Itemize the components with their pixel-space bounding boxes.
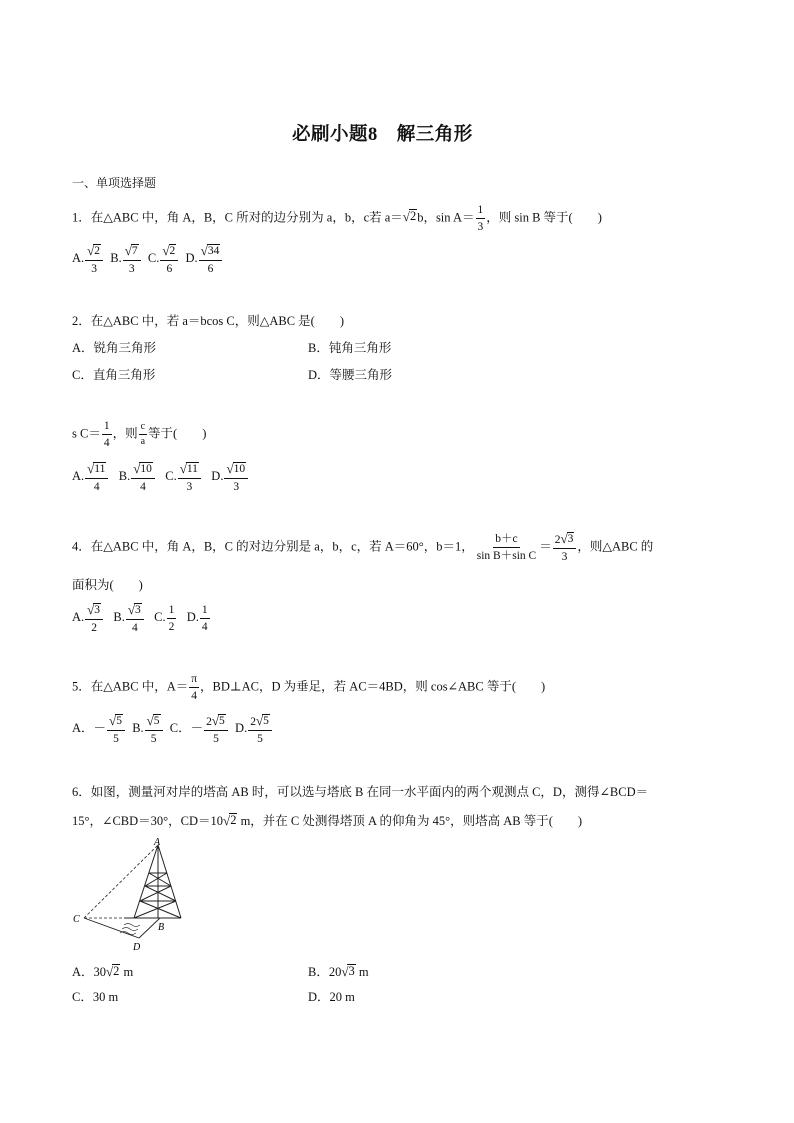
label-c: C bbox=[73, 914, 80, 925]
option-a[interactable]: A. √ 3 2 bbox=[72, 610, 104, 624]
option-d[interactable]: D．等腰三角形 bbox=[308, 368, 393, 382]
option-b[interactable]: B. √ 7 3 bbox=[110, 251, 141, 265]
option-a[interactable]: A．－ √ 5 5 bbox=[72, 721, 126, 735]
question-6-line1: 6．如图，测量河对岸的塔高 AB 时，可以选与塔底 B 在同一水平面内的两个观测点 C，D，测得∠BCD＝ bbox=[72, 785, 649, 799]
option-b[interactable]: B．20 √ 3 m bbox=[308, 964, 369, 980]
option-b[interactable]: B. √ 3 4 bbox=[113, 610, 144, 624]
option-d[interactable]: D. $\frac{1}{4}$ bbox=[186, 604, 208, 634]
question-3-options bbox=[72, 462, 249, 493]
page-title: 必刷小题8 解三角形 bbox=[292, 125, 473, 145]
option-a[interactable]: A. √ 11 4 bbox=[72, 469, 109, 483]
option-c[interactable]: C. $\frac{1}{2}$ bbox=[154, 604, 175, 634]
option-c[interactable]: C. √ 11 3 bbox=[165, 469, 202, 483]
line-db bbox=[139, 918, 160, 938]
option-d[interactable]: D．20 m bbox=[308, 990, 355, 1004]
option-c[interactable]: C．－ 2 √ 5 5 bbox=[170, 721, 229, 735]
line-cd bbox=[84, 918, 139, 938]
label-d: D bbox=[133, 942, 141, 953]
option-d[interactable]: D. 2 √ 5 5 bbox=[235, 721, 273, 735]
label-a: A bbox=[154, 838, 161, 848]
question-4-line2: 面积为( ) bbox=[72, 578, 143, 592]
fraction: $\frac{1}{3}$ bbox=[477, 204, 484, 234]
section-heading: 一、单项选择题 bbox=[72, 176, 157, 190]
option-c[interactable]: C．直角三角形 bbox=[72, 368, 156, 382]
question-5-stem: 5．在△ABC 中，A＝ $\frac{\pi}{4}$ ，BD⊥AC，D 为垂足，若 AC＝4BD，则 cos∠ABC 等于( ) bbox=[72, 673, 546, 703]
question-6-line2: 15°，∠CBD＝30°，CD＝10 √ 2 m，并在 C 处测得塔顶 A 的仰角为 45°，则塔高 AB 等于( ) bbox=[72, 813, 583, 829]
river-waves bbox=[120, 924, 140, 935]
option-b[interactable]: B．钝角三角形 bbox=[308, 341, 392, 355]
question-5-options bbox=[72, 714, 273, 745]
option-b[interactable]: B. √ 10 4 bbox=[119, 469, 156, 483]
sqrt-expr: √ 2 bbox=[402, 209, 417, 225]
question-2-stem: 2．在△ABC 中，若 a＝bcos C，则△ABC 是( ) bbox=[72, 314, 345, 328]
question-1-stem: 1．在△ABC 中，角 A，B，C 所对的边分别为 a，b，c若 a＝ √ 2 b，sin A＝ $\frac{1}{3}$ ，则 sin B 等于( ) bbox=[72, 204, 602, 234]
option-c[interactable]: C．30 m bbox=[72, 990, 119, 1004]
label-b: B bbox=[158, 922, 165, 933]
tower-figure bbox=[68, 838, 190, 954]
option-b[interactable]: B. √ 5 5 bbox=[132, 721, 163, 735]
option-a[interactable]: A．30 √ 2 m bbox=[72, 964, 134, 980]
sight-line bbox=[84, 845, 158, 918]
question-4-options bbox=[72, 603, 211, 634]
option-d[interactable]: D. √ 10 3 bbox=[211, 469, 249, 483]
tower bbox=[134, 845, 181, 918]
question-4-stem: 4．在△ABC 中，角 A，B，C 的对边分别是 a，b，c，若 A＝60°，b＝1， $\frac{b+c}{\text{sin B＋sin C}}$ ＝ 2 √ 3 3 ，则△ABC 的 bbox=[72, 531, 654, 564]
option-c[interactable]: C. √ 2 6 bbox=[148, 251, 179, 265]
option-a[interactable]: A. √ 2 3 bbox=[72, 251, 104, 265]
option-d[interactable]: D. √ 34 6 bbox=[186, 251, 224, 265]
question-1-options bbox=[72, 244, 223, 275]
option-a[interactable]: A．锐角三角形 bbox=[72, 341, 157, 355]
question-3-stem: s C＝ $\frac{1}{4}$ ，则 $\frac{c}{a}$ 等于( ) bbox=[72, 420, 207, 450]
